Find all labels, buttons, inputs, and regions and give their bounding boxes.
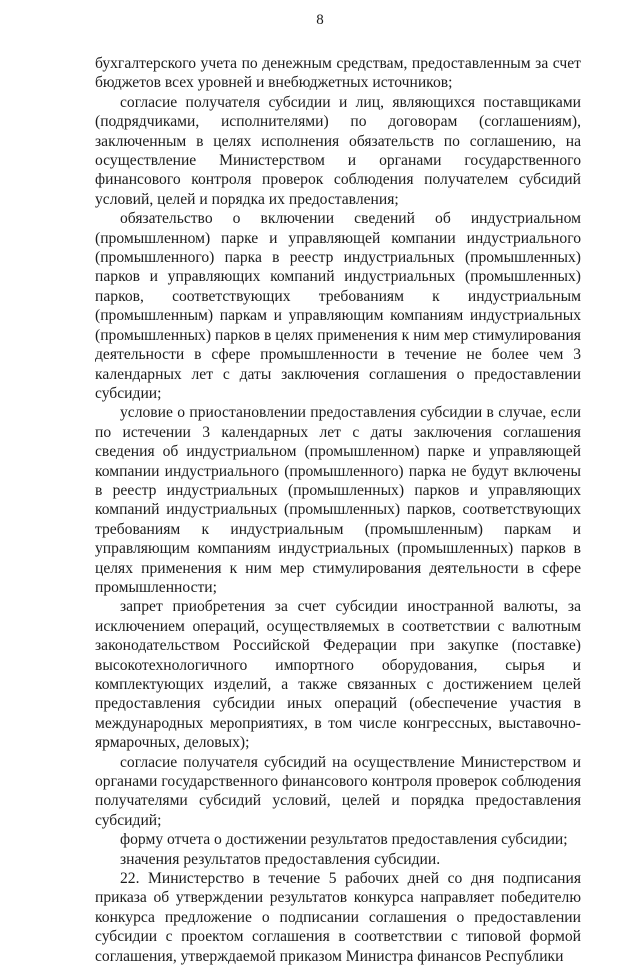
paragraph-suspension-condition: условие о приостановлении предоставления субсидии в случае, если по истечении 3 календарных лет с даты заключения соглашения сведения об индустриальном (промышленном) парке и управляющей компании индустриального (промышленного) парка не будут включены в реестр индустриальных (промышленных) парков и управляющих компаний индустриальных (промышленных) парков, соответствующих требованиям к индустриальным (промышленным) паркам и управляющим компаниям индустриальных (промышленных) парков в целях применения к ним мер стимулирования деятельности в сфере промышленности; (95, 404, 581, 596)
paragraph-accounting-continuation: бухгалтерского учета по денежным средствам, предоставленным за счет бюджетов всех уровней и внебюджетных источников; (95, 55, 581, 92)
paragraph-report-form: форму отчета о достижении результатов предоставления субсидии; (120, 831, 568, 849)
paragraph-result-values: значения результатов предоставления субсидии. (120, 850, 441, 868)
paragraph-foreign-currency-ban: запрет приобретения за счет субсидии иностранной валюты, за исключением операций, осуществляемых в соответствии с валютным законодательством Российской Федерации при закупке (поставке) высокотехнологичного импортного оборудования, сырья и комплектующих изделий, а также связанных с достижением целей предоставления субсидии иных операций (обеспечение участия в международных мероприятиях, в том числе конгрессных, выставочно-ярмарочных, деловых); (95, 598, 581, 752)
paragraph-consent-inspections: согласие получателя субсидии и лиц, являющихся поставщиками (подрядчиками, исполнителями) по договорам (соглашениям), заключенным в целях исполнения обязательств по соглашению, на осуществление Министерством и органами государственного финансового контроля проверок соблюдения получателем субсидий условий, целей и порядка их предоставления; (95, 93, 581, 208)
paragraph-consent-recipients: согласие получателя субсидий на осуществление Министерством и органами государственного финансового контроля проверок соблюдения получателями субсидий условий, целей и порядка предоставления субсидий; (95, 753, 581, 829)
paragraph-item-22: 22. Министерство в течение 5 рабочих дней со дня подписания приказа об утверждении результатов конкурса направляет победителю конкурса предложение о подписании соглашения о предоставлении субсидии с проектом соглашения в соответствии с типовой формой соглашения, утверждаемой приказом Министра финансов Республики (95, 870, 581, 965)
page-number: 8 (316, 12, 324, 28)
document-body (95, 54, 581, 966)
paragraph-registry-obligation: обязательство о включении сведений об индустриальном (промышленном) парке и управляющей компании индустриального (промышленного) парка в реестр индустриальных (промышленных) парков и управляющих компаний индустриальных (промышленных) парков, соответствующих требованиям к индустриальным (промышленным) паркам и управляющим компаниям индустриальных (промышленных) парков в целях применения к ним мер стимулирования деятельности в сфере промышленности в течение не более чем 3 календарных лет с даты заключения соглашения о предоставлении субсидии; (95, 210, 581, 402)
